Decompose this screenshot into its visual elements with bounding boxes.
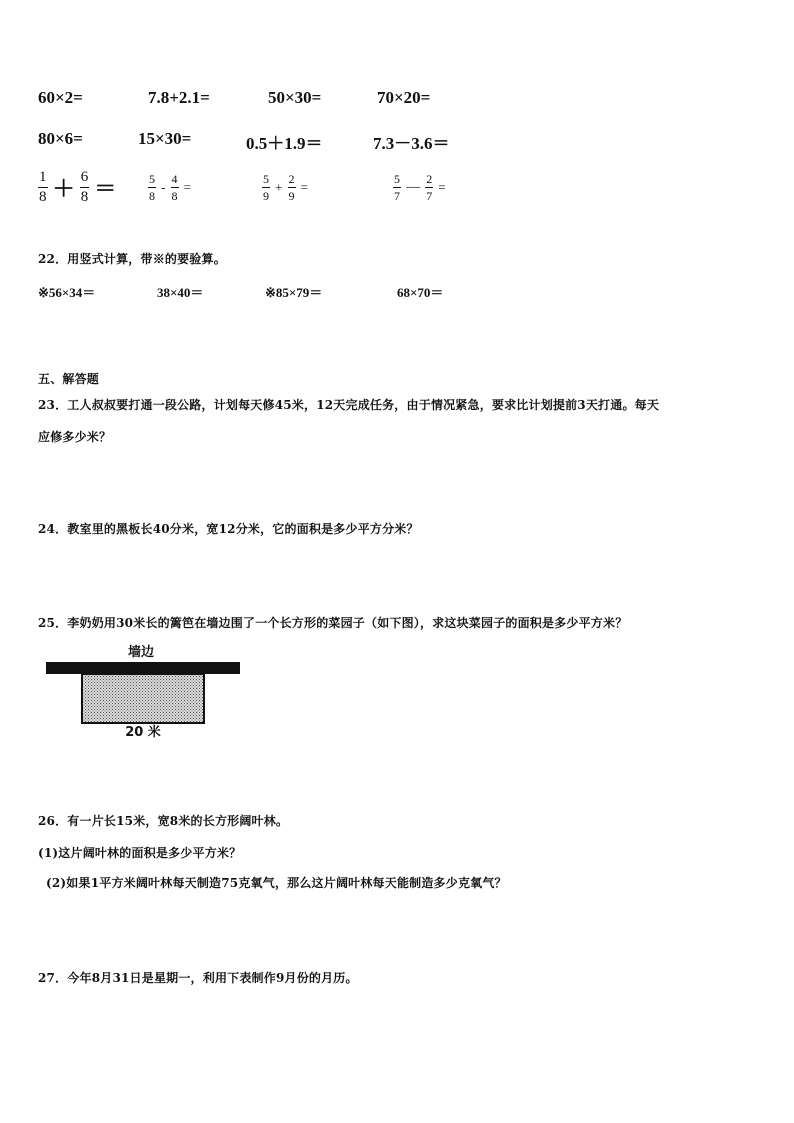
section-heading: 五、解答题 — [38, 372, 100, 386]
q23-line1: 23．工人叔叔要打通一段公路，计划每天修45米，12天完成任务，由于情况紧急，要求比计划提前3天打通。每天 — [38, 398, 660, 412]
expr-7.3minus3.6: 7.3－3.6＝ — [373, 134, 450, 153]
fraction: $\frac{5}{8}$ — [149, 172, 155, 203]
fraction: $\frac{5}{9}$ — [263, 172, 269, 203]
equals-sign: = — [438, 179, 446, 195]
expr-50x30: 50×30= — [268, 88, 322, 107]
q26-title: 26．有一片长15米，宽8米的长方形阔叶林。 — [38, 814, 289, 828]
q22-item-2: 38×40＝ — [157, 285, 204, 300]
equals-sign: = — [183, 179, 191, 195]
equals-sign: = — [300, 179, 308, 195]
q24-text: 24．教室里的黑板长40分米，宽12分米，它的面积是多少平方分米？ — [38, 522, 419, 536]
q26-sub2: (2)如果1平方米阔叶林每天制造75克氧气，那么这片阔叶林每天能制造多少克氧气？ — [46, 876, 507, 890]
q23-line2: 应修多少米？ — [38, 430, 112, 444]
plus-sign: ＋ — [52, 176, 75, 201]
expr-0.5plus1.9: 0.5＋1.9＝ — [246, 134, 323, 153]
garden-diagram — [46, 640, 242, 740]
fraction: $\frac{2}{9}$ — [288, 172, 295, 203]
minus-sign: - — [161, 179, 166, 195]
fraction-expr-4 — [393, 173, 446, 202]
bottom-length-label: 20 米 — [125, 725, 161, 740]
fraction: $\frac{5}{7}$ — [394, 172, 400, 203]
fraction-expr-2 — [148, 173, 191, 202]
fraction-expr-3 — [262, 173, 308, 202]
fraction: $\frac{2}{7}$ — [426, 172, 433, 203]
fraction: $\frac{6}{8}$ — [80, 169, 89, 205]
q27-text: 27．今年8月31日是星期一，利用下表制作9月份的月历。 — [38, 971, 358, 985]
q22-item-4: 68×70＝ — [397, 285, 444, 300]
minus-sign: — — [406, 179, 421, 195]
fraction-expr-1 — [38, 170, 116, 205]
q22-item-3: ※85×79＝ — [265, 285, 323, 300]
fraction: $\frac{1}{8}$ — [39, 169, 47, 205]
expr-7.8plus2.1: 7.8+2.1= — [148, 88, 210, 107]
expr-80x6: 80×6= — [38, 129, 83, 148]
equals-sign: ＝ — [94, 176, 117, 201]
plus-sign: + — [275, 179, 283, 195]
q25-text: 25．李奶奶用30米长的篱笆在墙边围了一个长方形的菜园子（如下图），求这块菜园子的面积是多少平方米？ — [38, 616, 628, 630]
expr-70x20: 70×20= — [377, 88, 431, 107]
garden-figure — [46, 640, 242, 740]
q22-title: 22．用竖式计算，带※的要验算。 — [38, 252, 226, 266]
expr-15x30: 15×30= — [138, 129, 192, 148]
wall-bar — [46, 662, 240, 674]
wall-label: 墙边 — [127, 645, 155, 660]
q22-item-1: ※56×34＝ — [38, 285, 96, 300]
expr-60x2: 60×2= — [38, 88, 83, 107]
q26-sub1: (1)这片阔叶林的面积是多少平方米？ — [38, 846, 242, 860]
fraction: $\frac{4}{8}$ — [171, 172, 178, 203]
garden-rect — [82, 674, 204, 723]
